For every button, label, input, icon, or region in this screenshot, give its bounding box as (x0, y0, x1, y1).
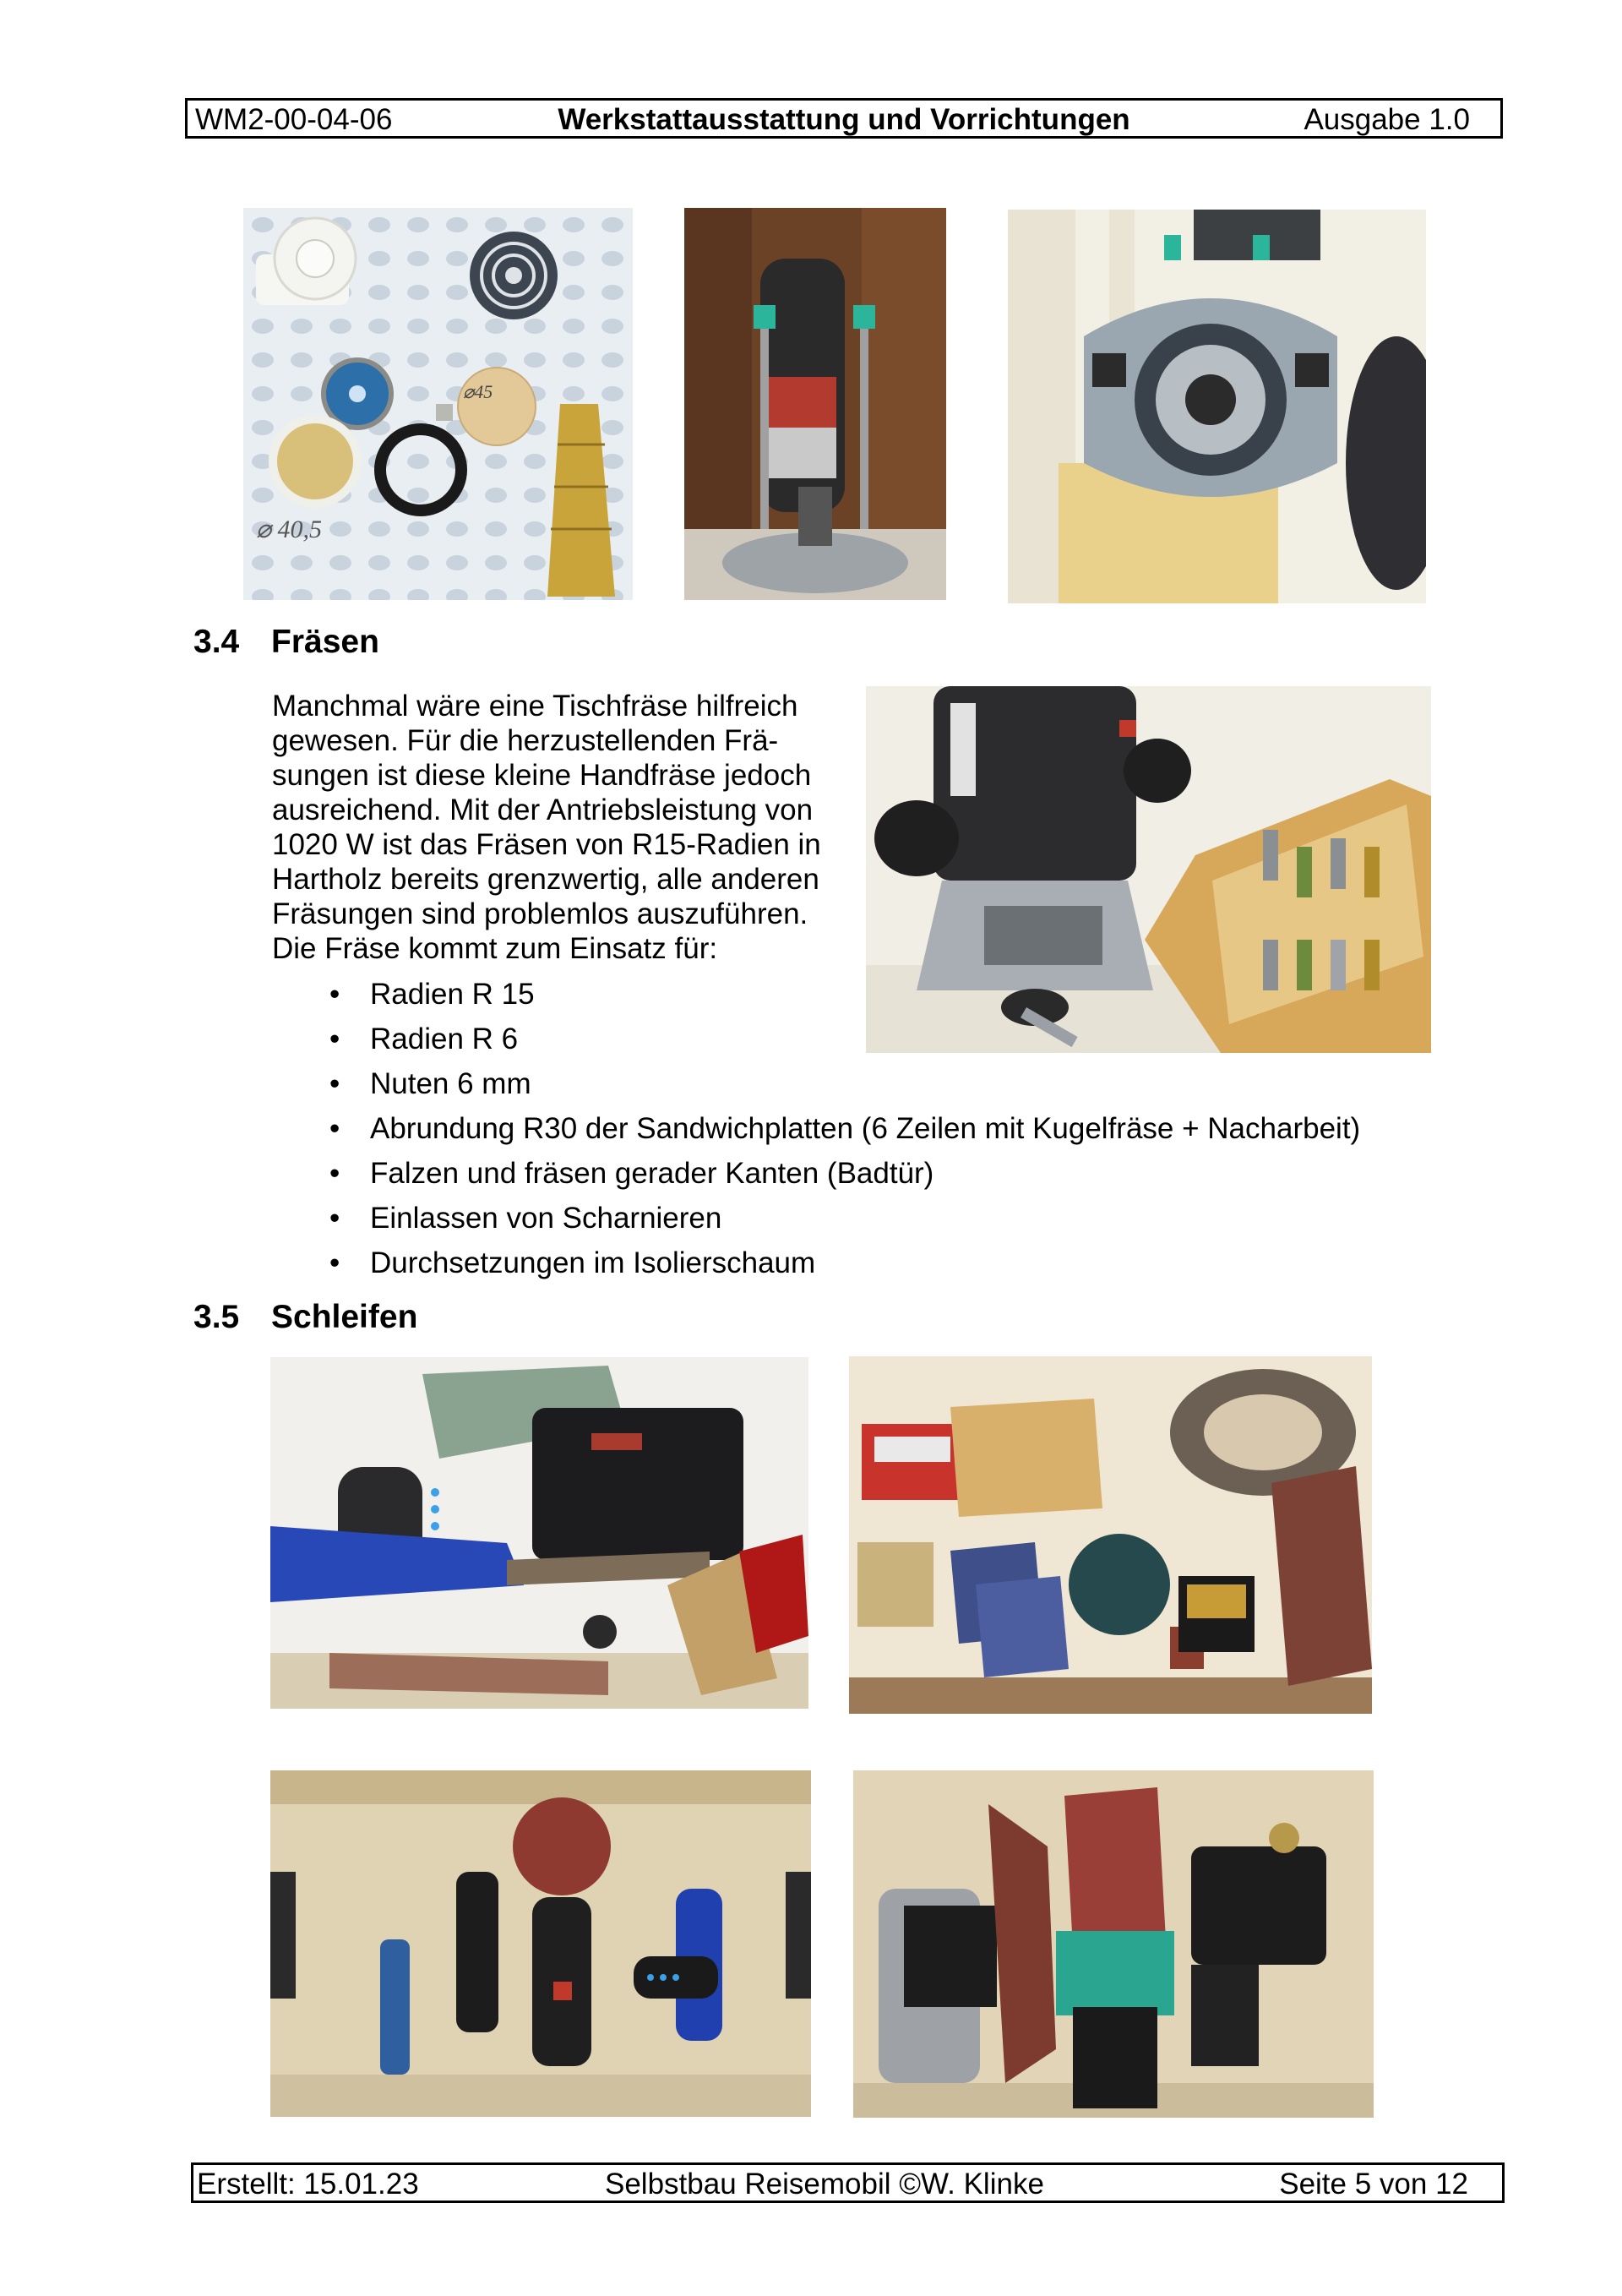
photo-hole-saw-kit (243, 208, 633, 600)
section-3-4-bullet-list (272, 972, 1360, 1285)
page-footer (191, 2162, 1505, 2203)
bullet-symbol: • (329, 978, 340, 1011)
section-number: 3.5 (193, 1299, 240, 1335)
list-item-text: Durchsetzungen im Isolierschaum (370, 1246, 816, 1279)
created-date: Erstellt: 15.01.23 (197, 2168, 419, 2201)
section-title: Fräsen (271, 624, 379, 660)
photo-orbital-sanders (853, 1770, 1374, 2118)
disc-label: ⌀45 (463, 381, 493, 402)
list-item-text: Falzen und fräsen gerader Kanten (Badtür) (370, 1157, 934, 1190)
list-item-text: Radien R 15 (370, 978, 535, 1011)
list-item (272, 1196, 1360, 1241)
list-item (272, 1241, 1360, 1285)
doc-id: WM2-00-04-06 (195, 103, 393, 136)
project-credit: Selbstbau Reisemobil ©W. Klinke (605, 2168, 1044, 2201)
bullet-symbol: • (329, 1067, 340, 1100)
hole-saw-label: ⌀ 40,5 (256, 515, 323, 543)
list-item-text: Einlassen von Scharnieren (370, 1202, 722, 1235)
page-number: Seite 5 von 12 (1279, 2168, 1468, 2201)
doc-title: Werkstattausstattung und Vorrichtungen (558, 103, 1130, 136)
bullet-symbol: • (329, 1246, 340, 1279)
doc-edition: Ausgabe 1.0 (1304, 103, 1470, 136)
bullet-symbol: • (329, 1112, 340, 1145)
page-header (185, 98, 1503, 139)
paragraph-line: Die Fräse kommt zum Einsatz für: (272, 932, 718, 965)
list-item (272, 1017, 1360, 1061)
list-item-text: Abrundung R30 der Sandwichplatten (6 Zeilen mit Kugelfräse + Nacharbeit) (370, 1112, 1361, 1145)
paragraph-line: Manchmal wäre eine Tischfräse hilfreich (272, 690, 798, 723)
photo-drill-stand (684, 208, 946, 600)
list-item-text: Radien R 6 (370, 1023, 519, 1055)
bullet-symbol: • (329, 1157, 340, 1190)
list-item (272, 1106, 1360, 1151)
list-item-text: Nuten 6 mm (370, 1067, 531, 1100)
bullet-symbol: • (329, 1023, 340, 1055)
bullet-symbol: • (329, 1202, 340, 1235)
photo-belt-sanders (270, 1357, 808, 1709)
photo-rotary-tools (270, 1770, 811, 2117)
paragraph-line: 1020 W ist das Fräsen von R15-Radien in (272, 828, 821, 861)
list-item (272, 1151, 1360, 1196)
paragraph-line: Hartholz bereits grenzwertig, alle anderen (272, 863, 819, 896)
section-title: Schleifen (271, 1299, 418, 1335)
paragraph-line: ausreichend. Mit der Antriebsleistung von (272, 794, 814, 826)
photo-sanding-supplies (849, 1356, 1372, 1714)
list-item (272, 1061, 1360, 1106)
photo-router-base (1008, 210, 1426, 603)
section-number: 3.4 (193, 624, 240, 660)
paragraph-line: gewesen. Für die herzustellenden Frä- (272, 724, 779, 757)
paragraph-line: sungen ist diese kleine Handfräse jedoch (272, 759, 812, 792)
list-item (272, 972, 1360, 1017)
section-3-4-paragraph (272, 689, 846, 966)
paragraph-line: Fräsungen sind problemlos auszuführen. (272, 897, 808, 930)
